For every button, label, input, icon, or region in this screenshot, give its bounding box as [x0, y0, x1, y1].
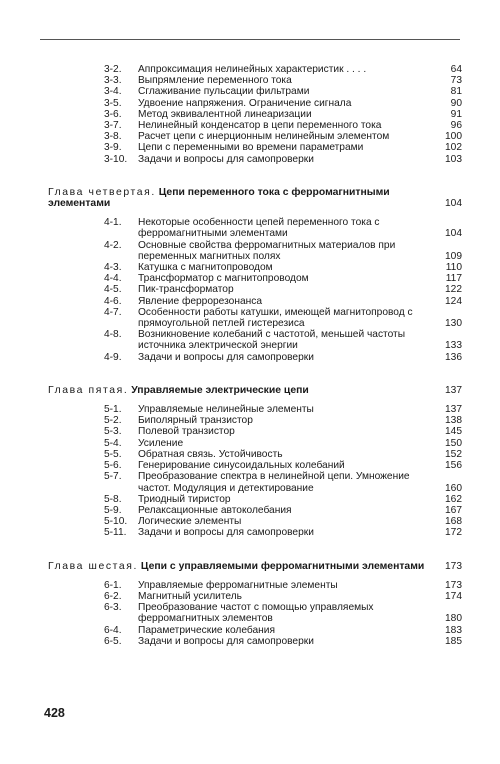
section-page: 103: [445, 153, 462, 165]
section-title: Биполярный транзистор: [138, 415, 253, 427]
section-page: 173: [445, 579, 462, 591]
section-number: 3-6.: [104, 108, 122, 120]
section-page: 160: [445, 482, 462, 494]
section-title: Сглаживание пульсации фильтрами: [138, 86, 310, 98]
section-number: 6-5.: [104, 635, 122, 647]
chapter-title: [48, 561, 432, 572]
chapter-page: 173: [445, 560, 462, 572]
toc-entry: [48, 636, 462, 647]
toc-entry: [48, 142, 462, 153]
section-title: Выпрямление переменного тока: [138, 75, 292, 87]
section-page: 183: [445, 624, 462, 636]
section-number: 4-2.: [104, 239, 122, 251]
section-number: 4-3.: [104, 262, 122, 274]
page-number: 428: [44, 706, 65, 720]
section-title: Особенности работы катушки, имеющей магнитопровод с прямоугольной петлей гистерезиса: [138, 306, 413, 330]
section-number: 3-5.: [104, 97, 122, 109]
section-number: 6-1.: [104, 579, 122, 591]
toc-entry: [48, 307, 462, 329]
section-number: 4-6.: [104, 295, 122, 307]
chapter-name: Цепи переменного тока с ферромагнитными элементами: [48, 186, 390, 210]
section-number: 5-8.: [104, 493, 122, 505]
section-title: Пик-трансформатор: [138, 284, 234, 296]
section-number: 5-6.: [104, 460, 122, 472]
section-number: 3-8.: [104, 131, 122, 143]
table-of-contents: [48, 64, 462, 647]
section-page: 102: [445, 142, 462, 154]
toc-entry: [48, 527, 462, 538]
section-title: Управляемые нелинейные элементы: [138, 404, 314, 416]
chapter-heading: [48, 561, 462, 572]
section-number: 4-8.: [104, 329, 122, 341]
section-title: Усиление: [138, 437, 184, 449]
section-page: 162: [445, 493, 462, 505]
toc-entry: [48, 64, 462, 75]
chapter-title: [48, 385, 432, 396]
toc-entry: [48, 296, 462, 307]
section-number: 5-2.: [104, 415, 122, 427]
chapter-page: 137: [445, 384, 462, 396]
section-page: 109: [445, 250, 462, 262]
section-title: Расчет цепи с инерционным нелинейным элементом: [138, 131, 390, 143]
chapter-heading: [48, 187, 462, 209]
section-page: 100: [445, 131, 462, 143]
toc-entry: [48, 591, 462, 602]
section-title: Метод эквивалентной линеаризации: [138, 108, 312, 120]
section-number: 4-4.: [104, 273, 122, 285]
section-page: 91: [450, 108, 462, 120]
section-page: 130: [445, 318, 462, 330]
section-title: Преобразование частот с помощью управляемых ферромагнитных элементов: [138, 602, 374, 625]
section-page: 81: [450, 86, 462, 98]
section-title: Триодный тиристор: [138, 493, 231, 505]
toc-entry: [48, 131, 462, 142]
section-number: 5-10.: [104, 516, 128, 528]
section-page: 168: [445, 516, 462, 528]
section-page: 156: [445, 460, 462, 472]
chapter-label: Глава пятая.: [48, 384, 129, 396]
toc-entry: [48, 240, 462, 262]
section-number: 6-3.: [104, 602, 122, 614]
section-number: 3-3.: [104, 75, 122, 87]
section-title: Некоторые особенности цепей переменного тока с ферромагнитными элементами: [138, 217, 380, 240]
section-page: 124: [445, 295, 462, 307]
toc-entry: [48, 580, 462, 591]
toc-entry: [48, 98, 462, 109]
section-number: 4-7.: [104, 306, 122, 318]
section-title: Обратная связь. Устойчивость: [138, 448, 283, 460]
section-number: 3-9.: [104, 142, 122, 154]
toc-entry: [48, 109, 462, 120]
section-title: Задачи и вопросы для самопроверки: [138, 527, 314, 539]
section-page: 104: [445, 228, 462, 240]
section-number: 4-1.: [104, 217, 122, 229]
toc-entry: [48, 415, 462, 426]
section-page: 145: [445, 426, 462, 438]
section-page: 64: [450, 64, 462, 75]
toc-entry: [48, 404, 462, 415]
toc-entry: [48, 86, 462, 97]
toc-entry: [48, 284, 462, 295]
section-number: 5-9.: [104, 504, 122, 516]
section-number: 5-1.: [104, 404, 122, 416]
section-title: Параметрические колебания: [138, 624, 275, 636]
toc-entry: [48, 426, 462, 437]
section-number: 3-7.: [104, 120, 122, 132]
section-title: Катушка с магнитопроводом: [138, 262, 273, 274]
section-number: 4-5.: [104, 284, 122, 296]
section-number: 6-2.: [104, 590, 122, 602]
toc-entry: [48, 262, 462, 273]
section-title: Полевой транзистор: [138, 426, 235, 438]
section-number: 5-7.: [104, 471, 122, 483]
toc-entry: [48, 494, 462, 505]
chapter-heading: [48, 385, 462, 396]
toc-entry: [48, 460, 462, 471]
section-title: Магнитный усилитель: [138, 590, 242, 602]
section-title: Задачи и вопросы для самопроверки: [138, 351, 314, 363]
section-title: Генерирование синусоидальных колебаний: [138, 460, 345, 472]
section-title: Аппроксимация нелинейных характеристик . . . .: [138, 64, 367, 75]
section-page: 150: [445, 437, 462, 449]
section-page: 96: [450, 120, 462, 132]
toc-entry: [48, 273, 462, 284]
section-title: Возникновение колебаний с частотой, меньшей частоты источника электрической энергии: [138, 329, 406, 352]
toc-entry: [48, 471, 462, 493]
section-title: Основные свойства ферромагнитных материалов при переменных магнитных полях: [138, 239, 396, 262]
section-number: 5-5.: [104, 448, 122, 460]
toc-entry: [48, 352, 462, 363]
section-title: Преобразование спектра в нелинейной цепи. Умножение частот. Модуляция и детектирование: [138, 471, 410, 494]
section-page: 167: [445, 504, 462, 516]
header-rule: [40, 39, 460, 40]
section-page: 138: [445, 415, 462, 427]
section-page: 73: [450, 75, 462, 87]
section-title: Логические элементы: [138, 516, 242, 528]
toc-entry: [48, 329, 462, 351]
section-page: 172: [445, 527, 462, 539]
toc-entry: [48, 438, 462, 449]
toc-entry: [48, 602, 462, 624]
section-title: Задачи и вопросы для самопроверки: [138, 153, 314, 165]
section-title: Управляемые ферромагнитные элементы: [138, 579, 338, 591]
toc-entry: [48, 505, 462, 516]
chapter-title: [48, 187, 432, 209]
section-page: 174: [445, 590, 462, 602]
section-page: 185: [445, 635, 462, 647]
section-page: 136: [445, 351, 462, 363]
section-number: 3-4.: [104, 86, 122, 98]
chapter-label: Глава шестая.: [48, 560, 138, 572]
section-number: 5-4.: [104, 437, 122, 449]
section-title: Релаксационные автоколебания: [138, 504, 292, 516]
toc-entry: [48, 154, 462, 165]
toc-entry: [48, 516, 462, 527]
section-page: 152: [445, 448, 462, 460]
section-page: 117: [445, 273, 462, 285]
toc-entry: [48, 120, 462, 131]
section-page: 133: [445, 340, 462, 352]
section-number: 3-10.: [104, 153, 128, 165]
section-number: 4-9.: [104, 351, 122, 363]
toc-entry: [48, 217, 462, 239]
chapter-name: Управляемые электрические цепи: [131, 384, 309, 396]
section-title: Трансформатор с магнитопроводом: [138, 273, 309, 285]
section-number: 5-3.: [104, 426, 122, 438]
section-page: 180: [445, 613, 462, 625]
section-number: 5-11.: [104, 527, 127, 539]
section-number: 3-2.: [104, 64, 122, 75]
section-title: Задачи и вопросы для самопроверки: [138, 635, 314, 647]
toc-entry: [48, 625, 462, 636]
chapter-name: Цепи с управляемыми ферромагнитными элементами: [140, 560, 425, 572]
chapter-page: 104: [445, 198, 462, 210]
toc-entry: [48, 75, 462, 86]
section-page: 137: [445, 404, 462, 416]
section-title: Цепи с переменными во времени параметрами: [138, 142, 364, 154]
chapter-label: Глава четвертая.: [48, 186, 156, 198]
section-page: 90: [450, 97, 462, 109]
section-number: 6-4.: [104, 624, 122, 636]
section-page: 110: [445, 262, 462, 274]
section-title: Явление феррорезонанса: [138, 295, 263, 307]
toc-entry: [48, 449, 462, 460]
section-title: Удвоение напряжения. Ограничение сигнала: [138, 97, 352, 109]
section-page: 122: [445, 284, 462, 296]
section-title: Нелинейный конденсатор в цепи переменного тока: [138, 120, 382, 132]
